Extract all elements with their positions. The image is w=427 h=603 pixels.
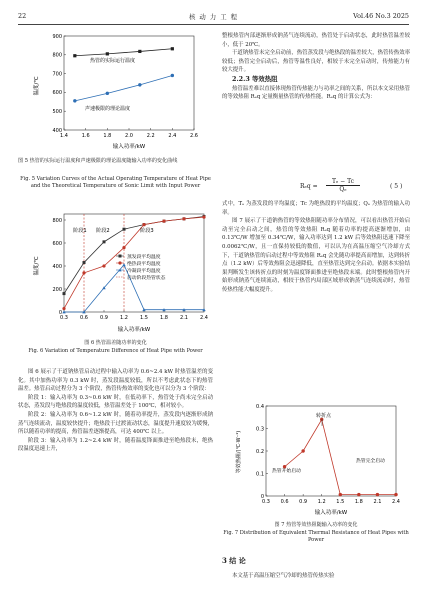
right-column-top xyxy=(222,32,410,102)
fig6-xlabel: 输入功率/kW xyxy=(117,327,151,333)
fig6-ylabel: 温度/℃ xyxy=(34,256,40,276)
volume-info: Vol.46 No.3 2025 xyxy=(353,12,409,20)
fig5-label-theory: 声速极限的理论温度 xyxy=(85,106,131,112)
fig7-ytick-0: 0 xyxy=(260,493,264,500)
fig5-ytick-0: 400 xyxy=(52,127,62,134)
fig6-point xyxy=(123,228,126,231)
fig7-series xyxy=(285,420,396,495)
eq-lhs: Rₑq = xyxy=(300,183,318,190)
fig5-series-1 xyxy=(75,75,173,100)
fig5-xtick-2: 1.8 xyxy=(103,133,112,139)
fig7-xtick-5: 1.8 xyxy=(354,499,363,505)
fig7-point xyxy=(339,493,342,496)
right-column-bottom xyxy=(222,572,410,581)
fig7-xtick-2: 0.9 xyxy=(299,499,308,505)
fig7-caption-en: Fig. 7 Distribution of Equivalent Thermal Resistance of Heat Pipes with Power xyxy=(223,530,409,544)
fig6-point xyxy=(63,292,66,295)
fig5-point xyxy=(73,54,76,57)
fig5-caption-en: Fig. 5 Variation Curves of the Actual Operating Temperature of Heat Pipe and the Theoretical Temperature of Sonic Limit with Input Power xyxy=(20,176,211,190)
fig5-point xyxy=(138,50,141,53)
fig6-ytick-3: 600 xyxy=(52,240,62,247)
fig7-xlabel: 输入功率/kW xyxy=(314,510,348,516)
fig5-xtick-1: 1.6 xyxy=(81,133,90,139)
fig7-xtick-4: 1.5 xyxy=(336,499,345,505)
fig6-legend xyxy=(116,253,166,281)
left-column-text xyxy=(18,368,213,454)
fig7-ytick-3: 0.3 xyxy=(256,426,264,433)
fig6-point xyxy=(142,223,145,226)
left-para-4: 阶段 3：输入功率为 1.2~2.4 kW 时，随着温度锋面推进至绝热段末，绝热段温度迅速上升， xyxy=(18,437,213,453)
fig5-ytick-3: 700 xyxy=(52,71,62,78)
equation-5 xyxy=(300,183,318,190)
fig6-xtick-0: 0.3 xyxy=(60,315,68,321)
fig6-legend-2: 冷凝段平均温度 xyxy=(127,269,161,274)
fig6-xtick-5: 1.8 xyxy=(160,315,168,321)
fig6-point xyxy=(122,263,125,266)
figure-5-chart xyxy=(30,30,210,155)
fig6-stage2: 阶段2 xyxy=(96,228,110,234)
fig5-xtick-3: 2.0 xyxy=(125,133,133,139)
fig6-point xyxy=(122,246,125,249)
fig7-ytick-1: 0.1 xyxy=(256,471,264,478)
fig5-point xyxy=(73,99,76,102)
fig6-point xyxy=(83,261,86,264)
fig7-xtick-0: 0.3 xyxy=(262,499,270,505)
page-number: 22 xyxy=(18,12,27,20)
fig7-ytick-4: 0.4 xyxy=(256,403,264,410)
header-rule xyxy=(18,24,409,25)
fig6-xtick-1: 0.6 xyxy=(80,315,88,321)
fig6-ytick-2: 400 xyxy=(52,263,62,270)
fig6-point xyxy=(162,220,165,223)
eq-number: ( 5 ) xyxy=(390,183,403,190)
fig5-point xyxy=(106,52,109,55)
fig5-caption-cn: 图 5 热管的实际运行温度和声速极限的理论温度随输入功率的变化曲线 xyxy=(18,158,178,164)
fig6-xtick-3: 1.2 xyxy=(120,315,128,321)
fig6-ytick-4: 800 xyxy=(52,217,62,224)
fig6-point xyxy=(82,271,85,274)
right-para-3: 热管温差难以直接体现热管传热能力与功率之间的关系，所以本文采用热管的等效热阻 Rₑq 定量衡量热管的传热性能。Rₑq 的计算公式为： xyxy=(222,85,410,101)
fig5-xtick-0: 1.4 xyxy=(60,133,68,139)
fig5-point xyxy=(138,83,141,86)
fig7-ytick-2: 0.2 xyxy=(256,448,264,455)
fig6-point xyxy=(202,216,205,219)
right-para-6: 本文基于高温压缩空气冷却的热管传热实验 xyxy=(232,573,335,579)
left-para-1: 图 6 展示了干道钠热管启动过程中输入功率为 0.6~2.4 kW 时热管温差的变化。其中加热功率为 0.3 kW 时，蒸发段温度较低，所以不考虑此状态下的热管温差。热管启动过程分为 3 个阶段，热管传热效率的变化也可以分为 3 个阶段： xyxy=(18,369,213,393)
figure-7-chart xyxy=(232,400,407,520)
fig6-point xyxy=(103,240,106,243)
fig6-caption-cn: 图 6 热管温差随功率的变化 xyxy=(84,340,147,346)
fig7-point xyxy=(376,493,379,496)
fig5-xtick-4: 2.2 xyxy=(146,133,155,139)
fig6-stage1: 阶段1 xyxy=(73,228,87,234)
eq-fraction xyxy=(326,178,360,193)
fig6-ytick-0: 0 xyxy=(58,309,62,316)
fig6-xtick-4: 1.5 xyxy=(140,315,148,321)
fig5-ytick-5: 900 xyxy=(52,33,62,40)
fig6-point xyxy=(182,217,185,220)
fig7-xtick-7: 2.4 xyxy=(392,499,400,505)
fig5-ylabel: 温度/℃ xyxy=(34,76,40,96)
right-para-1: 整根热管内部逐渐形成钠蒸气连续流动，热管处于启动状态，此时热管温差较小，低于 20℃。 xyxy=(222,33,410,48)
fig6-xtick-2: 0.9 xyxy=(100,315,108,321)
fig5-point xyxy=(171,47,174,50)
fig6-ytick-1: 200 xyxy=(52,286,62,293)
fig5-label-actual: 热管的实际运行温度 xyxy=(90,58,136,64)
fig7-ylabel: 等效热阻/(℃·W⁻¹) xyxy=(236,430,242,474)
fig7-label-done: 热管完全启动 xyxy=(356,459,385,464)
fig7-turn-label: 转折点 xyxy=(316,413,332,419)
fig6-stage3: 阶段3 xyxy=(140,228,154,234)
fig6-legend-1: 绝热段平均温度 xyxy=(127,262,161,267)
fig6-point xyxy=(102,264,105,267)
fig5-frame xyxy=(64,36,194,130)
section-3-heading: 3 结 论 xyxy=(222,556,246,565)
fig7-label-start: 热管开始启动 xyxy=(272,469,301,474)
fig6-xtick-6: 2.1 xyxy=(180,315,188,321)
fig5-point xyxy=(106,92,109,95)
section-heading-2-2-3: 2.2.3 等效热阻 xyxy=(232,74,278,83)
fig7-point xyxy=(394,493,397,496)
fig6-legend-0: 蒸发段平均温度 xyxy=(127,255,161,260)
fig5-point xyxy=(171,74,174,77)
fig7-point xyxy=(301,449,304,452)
fig6-caption-en: Fig. 6 Variation of Temperature Difference of Heat Pipe with Power xyxy=(28,348,203,354)
right-para-5: 图 7 展示了干道钠热管的等效热阻随功率分布情况，可以看出热管开始启动至完全启动之间，热管的等效热阻 Rₑq 随着功率的提高逐渐增加，由 0.13℃/W 增加至 0.34℃/W，输入功率达到 1.2 kW 后等效热阻迅速下降至 0.0062℃/W，且一直保持较低的数值，可以认为在高温压缩空气冷却方式下，干道钠热管的启动过程中等效热阻 Rₑq 会先随功率提高而增加，达到转折点（1.2 kW）后等效热阻会迅速降低，直至热管达到完全启动。依据本实验结果判断发生该转折点的时刻为温度锋面推进至绝热段末端。此时整根热管内开始形成钠蒸气连续流动，相较于热管内局部区域形成钠蒸气连续流动时，热管传热性能大幅度提升。 xyxy=(222,218,410,293)
fig5-ytick-2: 600 xyxy=(52,90,62,97)
fig7-caption-cn: 图 7 热管等效热阻随输入功率的变化 xyxy=(274,522,358,528)
right-column-middle xyxy=(222,200,410,295)
fig7-xtick-3: 1.2 xyxy=(317,499,326,505)
fig5-ytick-4: 800 xyxy=(52,52,62,59)
fig5-xtick-5: 2.4 xyxy=(168,133,177,139)
eq-numerator: Tₑ − Tc xyxy=(326,178,360,186)
fig5-xtick-6: 2.6 xyxy=(190,133,198,139)
fig6-legend-3: 启动阶段热管状态 xyxy=(127,276,166,281)
left-para-3: 阶段 2：输入功率为 0.6~1.2 kW 时，随着功率提升，蒸发段内逐渐形成钠蒸气连续流动，温度较快提升；绝热段于过渡流动状态，温度提升速度较为缓慢，所以随着功率的提高，热管温差逐渐提高，可达 400℃ 以上。 xyxy=(18,411,213,436)
figure-6-chart xyxy=(30,208,215,338)
fig6-xtick-7: 2.4 xyxy=(200,315,208,321)
fig6-point xyxy=(62,307,65,310)
right-para-2: 干道钠热管未完全启动前，热管蒸发段与绝热段的温差较大，热管传热效率较低；热管完全启动后，热管等温性良好，相较于未完全启动时，传热能力有较大提升。 xyxy=(222,50,410,74)
fig5-xlabel: 输入功率/kW xyxy=(112,144,146,150)
left-para-2: 阶段 1：输入功率为 0.3~0.6 kW 时，在低功率下，热管处于尚未完全启动状态，蒸发段与绝热段的温度较低，热管温差处于 100℃，相对较小。 xyxy=(18,394,213,410)
fig7-xtick-1: 0.6 xyxy=(280,499,289,505)
fig7-point xyxy=(357,493,360,496)
journal-title: 核 动 力 工 程 xyxy=(188,13,239,21)
fig7-frame xyxy=(266,406,396,496)
right-para-4: 式中，Tₑ 为蒸发段的平均温度；Tc 为绝热段的平均温度；Qₑ 为热管的输入功率。 xyxy=(222,201,410,216)
fig7-point xyxy=(283,465,286,468)
fig5-series-0 xyxy=(75,49,173,56)
fig5-ytick-1: 500 xyxy=(52,109,62,115)
fig7-xtick-6: 2.1 xyxy=(373,499,382,505)
eq-denominator: Qₑ xyxy=(339,186,347,193)
